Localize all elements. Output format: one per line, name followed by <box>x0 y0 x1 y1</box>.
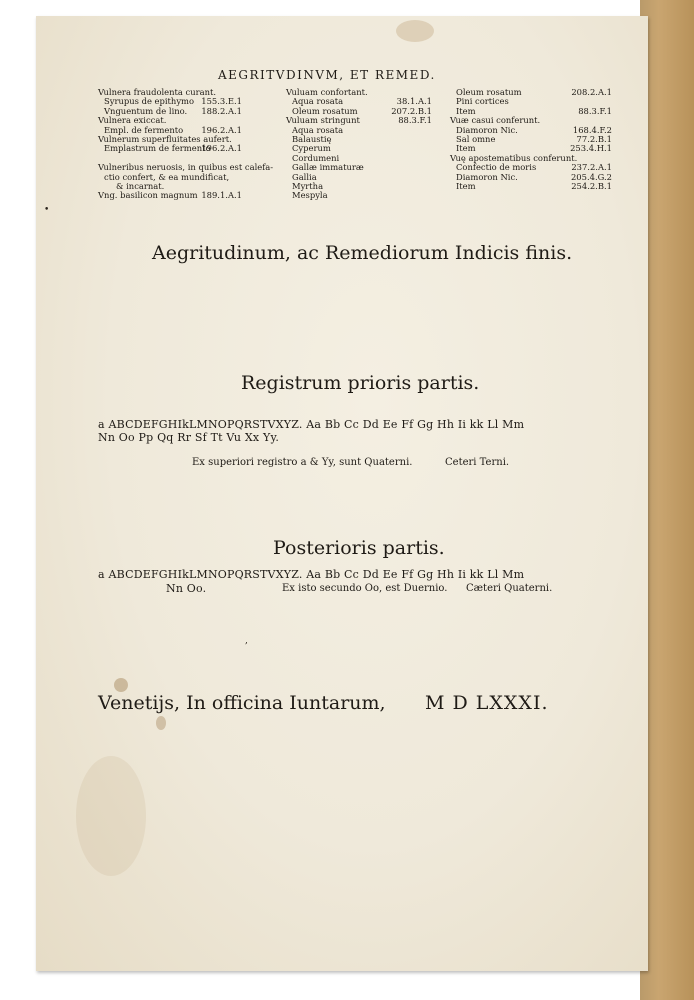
index-entry-ref: 189.1.A.1 <box>201 190 242 201</box>
index-entry-ref: 88.3.F.1 <box>398 115 432 126</box>
colophon-year: M D LXXXI. <box>425 692 549 714</box>
index-entry <box>98 191 242 200</box>
index-column-3 <box>450 88 612 191</box>
index-entry-ref: 188.2.A.1 <box>201 105 242 116</box>
index-entry-label: Aqua rosata <box>292 124 344 135</box>
index-entry-label: Balaustię <box>292 133 332 144</box>
index-entry-ref: 253.4.H.1 <box>570 143 612 154</box>
index-entry-label: Vulnerum superfluitates aufert. <box>98 133 232 144</box>
index-entry-ref: 168.4.F.2 <box>572 124 612 135</box>
index-entry-ref: 196.2.A.1 <box>201 124 242 135</box>
index-entry-label: Vulnera exiccat. <box>98 115 167 126</box>
index-entry-ref: 77.2.B.1 <box>576 133 612 144</box>
posterioris-note-right: Cæteri Quaterni. <box>466 583 553 594</box>
index-entry-label: Confectio de moris <box>456 162 537 173</box>
index-entry-label: Oleum rosatum <box>456 87 522 97</box>
index-entry-label: ctio confert, & ea mundificat, <box>104 171 230 182</box>
index-entry-label: Cordumeni <box>292 152 340 163</box>
colophon-imprint: Venetijs, In officina Iuntarum, <box>98 692 386 714</box>
index-column-1 <box>98 87 274 201</box>
index-entry-ref: 208.2.A.1 <box>571 87 612 97</box>
index-finis-heading: Aegritudinum, ac Remediorum Indicis finis. <box>152 242 573 264</box>
foxing-stain <box>156 716 166 730</box>
index-column-2 <box>286 88 432 201</box>
index-entry-ref: 237.2.A.1 <box>571 162 612 173</box>
index-entry-label: Empl. de fermento <box>104 124 184 135</box>
registrum-signatures-line-1: a ABCDEFGHIkLMNOPQRSTVXYZ. Aa Bb Cc Dd Ee Ff Gg Hh Ii kk Ll Mm <box>98 418 525 431</box>
index-entry <box>450 182 612 191</box>
index-entry-label: Sal omne <box>456 133 496 144</box>
index-entry-label: Vuluam stringunt <box>286 115 360 126</box>
index-entry <box>286 191 432 200</box>
posterioris-title: Posterioris partis. <box>273 537 445 559</box>
posterioris-signatures-line-2: Nn Oo. <box>166 582 207 595</box>
index-entry-label: Diamoron Nic. <box>456 171 518 182</box>
foxing-stain <box>114 678 128 692</box>
index-entry-label: Vulnera fraudolenta curant. <box>98 87 217 97</box>
foxing-stain <box>396 20 434 42</box>
index-entry-label: Gallæ immaturæ <box>292 162 364 173</box>
registrum-note-right: Ceteri Terni. <box>445 457 510 468</box>
index-entry-label: Vulneribus neruosis, in quibus est calefa- <box>98 162 274 173</box>
index-entry-ref: 207.2.B.1 <box>391 105 432 116</box>
index-entry-ref: 88.3.F.1 <box>578 105 612 116</box>
index-entry-ref: 254.2.B.1 <box>571 180 612 191</box>
index-entry-ref: 155.3.E.1 <box>201 96 242 107</box>
index-entry-label: & incarnat. <box>116 180 165 191</box>
index-entry-ref: 196.2.A.1 <box>201 143 242 154</box>
index-entry-label: Mespyla <box>292 190 328 201</box>
index-entry-ref: 38.1.A.1 <box>396 96 432 107</box>
index-entry-label: Vuę apostematibus conferunt. <box>450 152 578 163</box>
registrum-title: Registrum prioris partis. <box>241 372 480 394</box>
index-entry-label: Myrtha <box>292 180 324 191</box>
foxing-stain <box>76 756 146 876</box>
index-entry-label: Emplastrum de fermento <box>104 143 211 154</box>
book-spine-edge <box>640 0 694 1000</box>
index-entry-label: Pini cortices <box>456 96 509 107</box>
posterioris-note: Ex isto secundo Oo, est Duernio. <box>282 583 448 594</box>
index-entry-label: Item <box>456 105 476 116</box>
registrum-note: Ex superiori registro a & Yy, sunt Quaterni. <box>192 457 413 468</box>
index-entry-label: Vng. basilicon magnum <box>98 190 198 201</box>
index-entry-label: Vnguentum de lino. <box>104 105 188 116</box>
index-entry-label: Oleum rosatum <box>292 105 358 116</box>
index-entry-label: Syrupus de epithymo <box>104 96 195 107</box>
page-dot: • <box>44 205 50 215</box>
index-entry-label: Diamoron Nic. <box>456 124 518 135</box>
index-entry <box>98 144 242 153</box>
index-entry-label: Item <box>456 180 476 191</box>
index-entry-ref: 205.4.G.2 <box>570 171 612 182</box>
index-entry-label: Aqua rosata <box>292 96 344 107</box>
page-dot: , <box>245 636 248 646</box>
registrum-signatures-line-2: Nn Oo Pp Qq Rr Sf Tt Vu Xx Yy. <box>98 431 280 444</box>
index-entry-label: Vuluam confortant. <box>286 87 368 97</box>
running-header: AEGRITVDINVM, ET REMED. <box>218 68 436 82</box>
index-entry-label: Vuæ casui conferunt. <box>450 115 541 126</box>
posterioris-signatures-line-1: a ABCDEFGHIkLMNOPQRSTVXYZ. Aa Bb Cc Dd Ee Ff Gg Hh Ii kk Ll Mm <box>98 568 525 581</box>
index-entry-label: Item <box>456 143 476 154</box>
index-entry-label: Gallia <box>292 171 317 182</box>
index-entry-label: Cyperum <box>292 143 331 154</box>
